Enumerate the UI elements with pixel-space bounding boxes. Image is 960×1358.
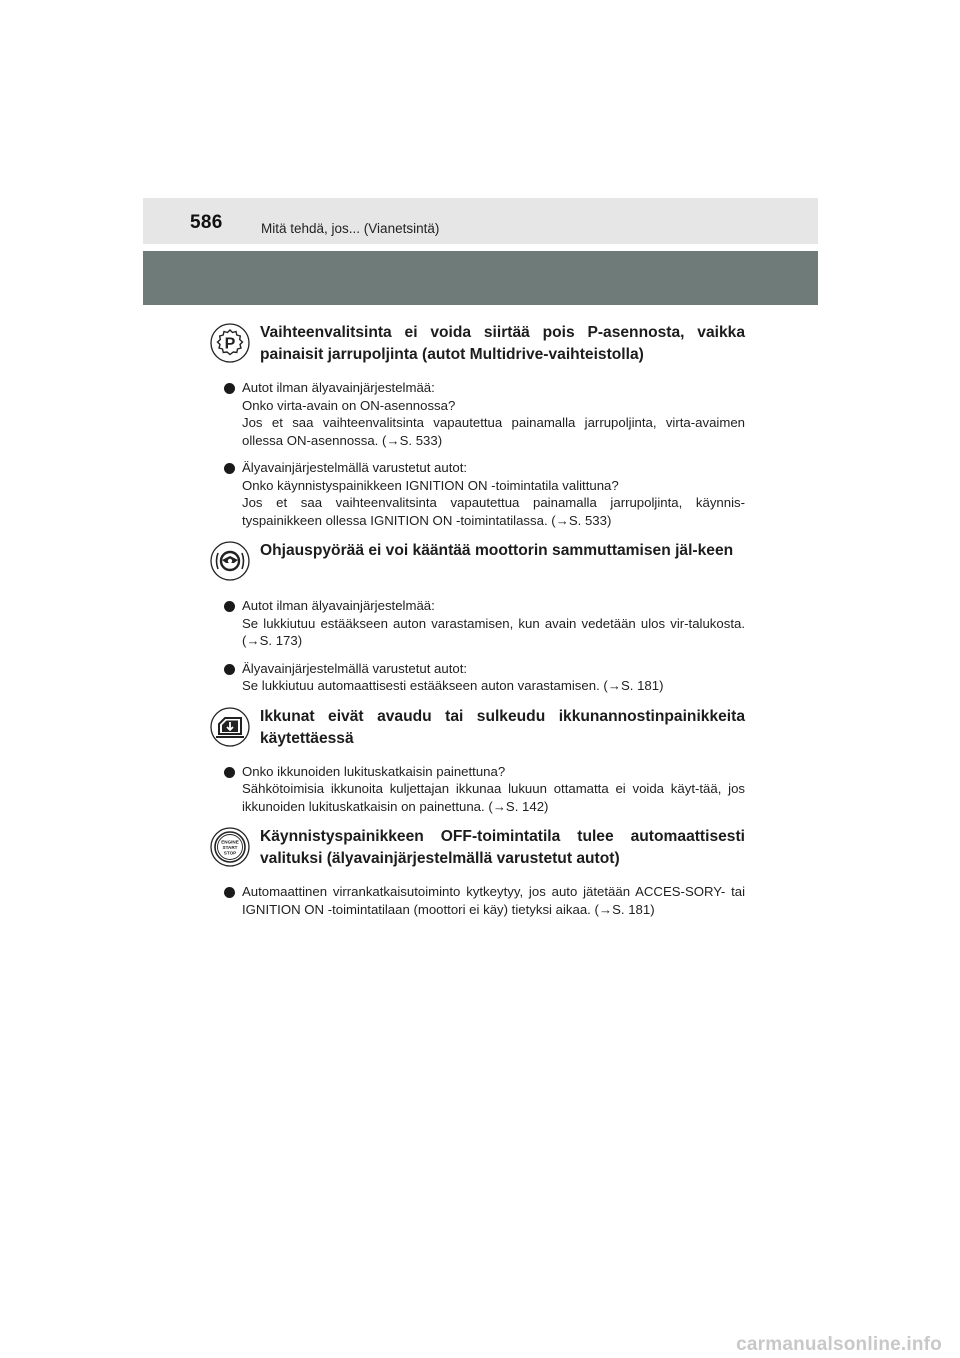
engine-start-stop-icon <box>210 827 250 867</box>
list-item <box>210 883 745 918</box>
bullet-icon <box>224 383 235 394</box>
svg-text:P: P <box>224 335 236 353</box>
section-title: Käynnistyspainikkeen OFF-toimintatila tulee automaattisesti valituksi (älyavainjärjestelmällä varustetut autot) <box>260 828 745 867</box>
item-heading: Älyavainjärjestelmällä varustetut autot: <box>242 460 468 475</box>
section-steering-wheel <box>210 540 745 695</box>
list-item <box>210 660 745 695</box>
steering-lock-icon <box>210 541 250 581</box>
list-item <box>210 379 745 449</box>
section-auto-power-off <box>210 826 745 918</box>
section-title: Vaihteenvalitsinta ei voida siirtää pois P-asennosta, vaikka painaisit jarrupoljinta (autot Multidrive-vaihteistolla) <box>260 324 745 363</box>
page-number: 586 <box>190 212 223 233</box>
item-heading: Onko ikkunoiden lukituskatkaisin painettuna? <box>242 763 506 779</box>
item-question: Onko virta-avain on ON-asennossa? <box>242 397 456 413</box>
item-text: Se lukkiutuu estääkseen auton varastamisen, kun avain vedetään ulos vir-talukosta. (→S. 173) <box>242 615 745 648</box>
item-text: Automaattinen virrankatkaisutoiminto kytkeytyy, jos auto jätetään ACCES-SORY- tai IGNITION ON -toimintatilaan (moottori ei käy) tietyksi aikaa. (→S. 181) <box>242 884 745 917</box>
item-text: Sähkötoimisia ikkunoita kuljettajan ikkunaa lukuun ottamatta ei voida käyt-tää, jos ikkunoiden lukituskatkaisin on painettuna. (→S. 142) <box>242 781 745 814</box>
item-question: Onko käynnistyspainikkeen IGNITION ON -toimintatila valittuna? <box>242 477 619 493</box>
section-banner <box>143 251 818 305</box>
list-item <box>210 763 745 816</box>
bullet-icon <box>224 601 235 612</box>
section-header <box>210 540 745 588</box>
section-title: Ikkunat eivät avaudu tai sulkeudu ikkunannostinpainikkeita käytettäessä <box>260 707 745 747</box>
bullet-icon <box>224 767 235 778</box>
item-list <box>210 883 745 918</box>
bullet-icon <box>224 887 235 898</box>
window-lock-icon <box>210 707 250 747</box>
item-text: Se lukkiutuu automaattisesti estääkseen auton varastamisen. (→S. 181) <box>242 678 664 693</box>
bullet-icon <box>224 463 235 474</box>
item-list <box>210 379 745 529</box>
item-list <box>210 597 745 695</box>
section-shift-lever <box>210 322 745 529</box>
shift-p-warning-icon <box>210 323 250 363</box>
section-header <box>210 322 745 370</box>
item-text: Jos et saa vaihteenvalitsinta vapautettua painamalla jarrupoljinta, virta-avaimen ollessa ON-asennossa. (→S. 533) <box>242 415 745 448</box>
icon-label: START <box>222 845 238 850</box>
item-list <box>210 763 745 816</box>
item-heading: Autot ilman älyavainjärjestelmää: <box>242 598 435 613</box>
section-header <box>210 706 745 754</box>
list-item <box>210 597 745 650</box>
section-power-windows <box>210 706 745 816</box>
item-heading: Autot ilman älyavainjärjestelmää: <box>242 380 435 395</box>
icon-label: STOP <box>223 850 237 856</box>
icon-label: ENGINE <box>221 839 239 845</box>
item-text: Jos et saa vaihteenvalitsinta vapautettua painamalla jarrupoljinta, käynnis-tyspainikkeen ollessa IGNITION ON -toimintatilassa. (→S. 533) <box>242 495 745 528</box>
page-header-band <box>143 198 818 244</box>
bullet-icon <box>224 664 235 675</box>
troubleshooting-sections <box>210 322 745 929</box>
section-header <box>210 826 745 874</box>
item-heading: Älyavainjärjestelmällä varustetut autot: <box>242 660 468 676</box>
chapter-title: Mitä tehdä, jos... (Vianetsintä) <box>261 221 440 236</box>
site-watermark[interactable]: carmanualsonline.info <box>736 1334 942 1355</box>
section-title: Ohjauspyörää ei voi kääntää moottorin sammuttamisen jäl-keen <box>260 542 734 559</box>
list-item <box>210 459 745 529</box>
